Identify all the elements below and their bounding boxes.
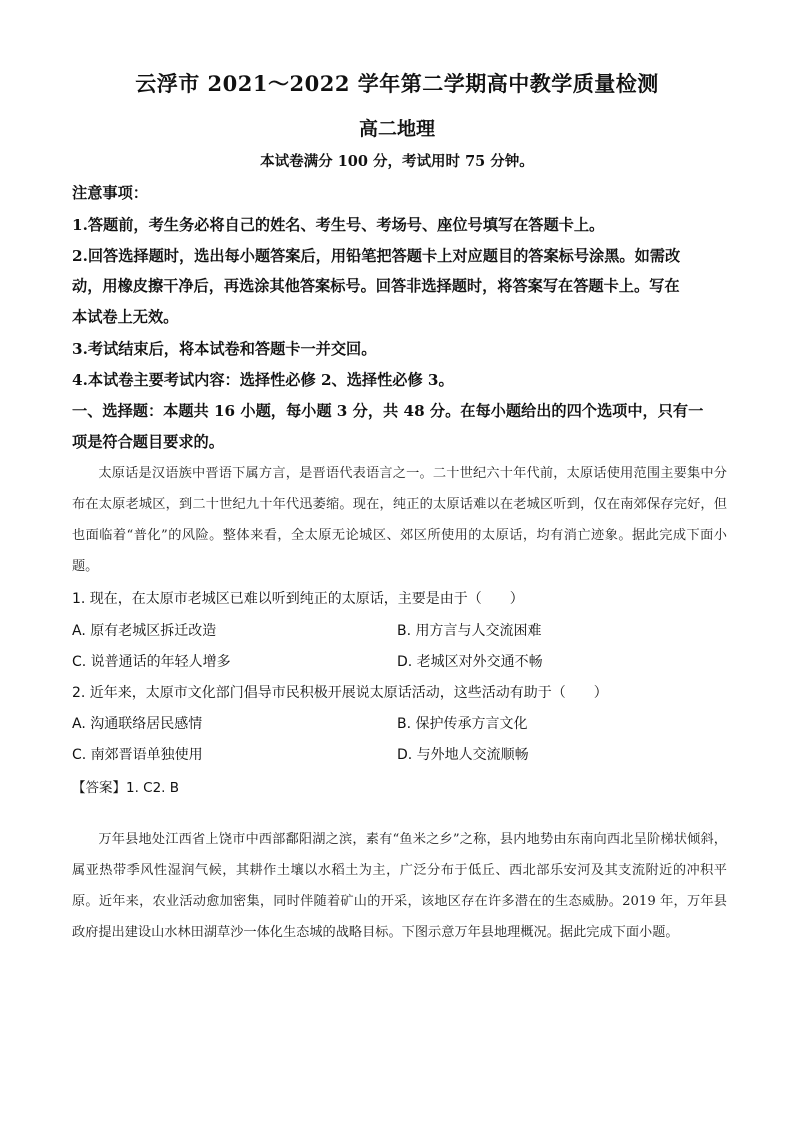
- question-2-option-c: C. 南郊晋语单独使用: [72, 747, 203, 763]
- notice-line: 3.考试结束后，将本试卷和答题卡一并交回。: [72, 340, 377, 358]
- question-1-stem: 1. 现在，在太原市老城区已难以听到纯正的太原话，主要是由于（ ）: [72, 591, 524, 607]
- notice-heading: 注意事项：: [72, 184, 148, 202]
- question-1-option-b: B. 用方言与人交流困难: [397, 623, 542, 639]
- notice-line: 本试卷上无效。: [72, 308, 179, 326]
- notice-line: 2.回答选择题时，选出每小题答案后，用铅笔把答题卡上对应题目的答案标号涂黑。如需改: [72, 247, 681, 265]
- answer-text: 1. C2. B: [126, 780, 180, 796]
- notice-line: 1.答题前，考生务必将自己的姓名、考生号、考场号、座位号填写在答题卡上。: [72, 216, 605, 234]
- subject-title: 高二地理: [358, 118, 435, 140]
- exam-title: 云浮市 2021～2022 学年第二学期高中教学质量检测: [135, 71, 659, 96]
- answer-tag: 【答案】: [72, 780, 126, 796]
- answer-line: [72, 776, 179, 796]
- section-heading: 一、选择题：本题共 16 小题，每小题 3 分，共 48 分。在每小题给出的四个选项中，只有一: [72, 402, 704, 420]
- notice-line: 动，用橡皮擦干净后，再选涂其他答案标号。回答非选择题时，将答案写在答题卡上。写在: [72, 277, 680, 295]
- question-1-option-c: C. 说普通话的年轻人增多: [72, 654, 231, 670]
- exam-info: 本试卷满分 100 分，考试用时 75 分钟。: [260, 153, 534, 170]
- question-2-option-d: D. 与外地人交流顺畅: [397, 747, 529, 763]
- section-heading-cont: 项是符合题目要求的。: [72, 433, 224, 451]
- reading-passage-2: 万年县地处江西省上饶市中西部鄱阳湖之滨，素有“鱼米之乡”之称，县内地势由东南向西北呈阶梯状倾斜，属亚热带季风性湿润气候，其耕作土壤以水稻土为主，广泛分布于低丘、西北部乐安河及其支流附近的冲积平原。近年来，农业活动愈加密集，同时伴随着矿山的开采，该地区存在许多潜在的生态威胁。2019 年，万年县政府提出建设山水林田湖草沙一体化生态城的战略目标。下图示意万年县地理概况。据此完成下面小题。: [72, 832, 727, 940]
- question-2-option-a: A. 沟通联络居民感情: [72, 716, 203, 732]
- reading-passage-1: 太原话是汉语族中晋语下属方言，是晋语代表语言之一。二十世纪六十年代前，太原话使用范围主要集中分布在太原老城区，到二十世纪九十年代迅萎缩。现在，纯正的太原话难以在老城区听到，仅在南郊保存完好，但也面临着“普化”的风险。整体来看，全太原无论城区、郊区所使用的太原话，均有消亡迹象。据此完成下面小题。: [72, 466, 727, 574]
- question-2-stem: 2. 近年来，太原市文化部门倡导市民积极开展说太原话活动，这些活动有助于（ ）: [72, 685, 608, 701]
- question-1-option-d: D. 老城区对外交通不畅: [397, 654, 543, 670]
- notice-line: 4.本试卷主要考试内容：选择性必修 2、选择性必修 3。: [72, 371, 454, 389]
- question-1-option-a: A. 原有老城区拆迁改造: [72, 623, 217, 639]
- question-2-option-b: B. 保护传承方言文化: [397, 716, 528, 732]
